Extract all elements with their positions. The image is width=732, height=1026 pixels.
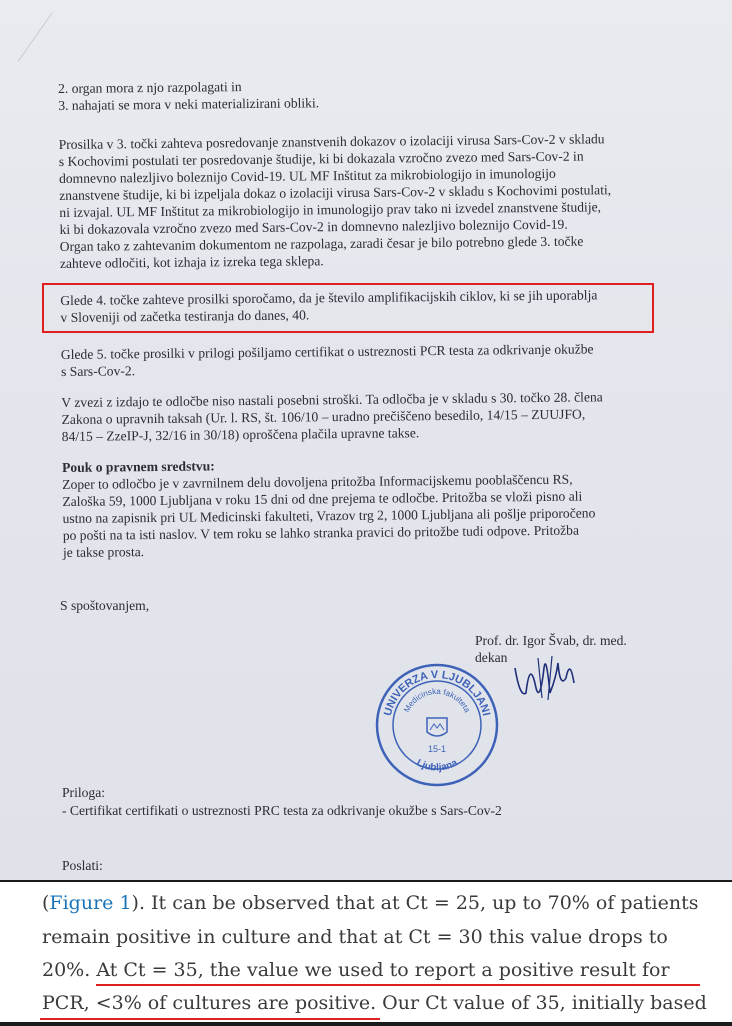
text-line: domnevno nalezljivo boleznijo Covid-19. UL MF Inštitut za mikrobiologijo in imunologijo — [58, 165, 556, 186]
paragraph-legal-remedy — [62, 453, 663, 561]
text-line: po pošti na ta isti naslov. V tem roku se lahko stranka pravici do pritožbe tudi odpove. Pritožba — [62, 522, 580, 543]
list-items — [58, 74, 658, 114]
paragraph-pcr-certificate — [61, 340, 661, 380]
excerpt-paren: ( — [42, 892, 50, 914]
legal-heading: Pouk o pravnem sredstvu: — [61, 458, 215, 475]
list-item: 3. nahajati se mora v neki materializirani obliki. — [58, 95, 320, 113]
closing-greeting: S spoštovanjem, — [60, 598, 150, 613]
paper-fold-mark — [0, 0, 53, 62]
text-line: Zakona o upravnih taksah (Ur. l. RS, št. 106/10 – uradno prečiščeno besedilo, 14/15 – ZUUJFO, — [61, 406, 586, 427]
signatory-name: Prof. dr. Igor Švab, dr. med. — [475, 633, 627, 648]
attachment-label: Priloga: — [62, 785, 106, 800]
text-line: Prosilka v 3. točki zahteva posredovanje znanstvenih dokazov o izolaciji virusa Sars-Cov-2 v skladu — [58, 131, 605, 152]
signatory-title: dekan — [475, 650, 508, 665]
text-line: Glede 5. točke prosilki v prilogi pošiljamo certifikat o ustreznosti PCR testa za odkrivanje okužbe — [60, 341, 594, 362]
article-excerpt — [0, 880, 732, 1026]
text-line: s Sars-Cov-2. — [60, 363, 136, 379]
paragraph-izolacija — [59, 130, 660, 272]
seal-number: 15-1 — [427, 744, 447, 754]
text-line: ustno na zapisnik pri UL Medicinski fakulteti, Vrazov trg 2, 1000 Ljubljana ali pošlje priporočeno — [62, 505, 596, 526]
excerpt-text: 20%. — [42, 959, 97, 981]
coat-of-arms-icon — [427, 718, 447, 736]
red-underline — [40, 1018, 380, 1020]
bottom-border — [0, 1022, 732, 1026]
excerpt-line-2: remain positive in culture and that at Ct = 30 this value drops to — [42, 926, 668, 948]
red-highlight-box — [42, 283, 654, 333]
figure-link[interactable]: Figure 1 — [49, 892, 132, 914]
seal-inner-text: Medicinska fakulteta — [402, 686, 472, 714]
send-label: Poslati: — [62, 858, 103, 873]
attachment-section — [62, 784, 502, 820]
handwritten-signature — [510, 648, 580, 708]
underlined-claim: PCR, <3% of cultures are positive. — [42, 992, 377, 1014]
seal-bottom-text: Ljubljana — [414, 757, 460, 774]
text-line: Glede 4. točke zahteve prosilki sporočamo, da je število amplifikacijskih ciklov, ki se jih uporablja — [60, 287, 598, 308]
paragraph-costs — [61, 388, 662, 445]
text-line: je takse prosta. — [62, 544, 145, 560]
text-line: ki bi dokazovala vzročno zvezo med Sars-Cov-2 in domnevno nalezljivo boleznijo Covid-19. — [59, 216, 568, 237]
text-line: Organ tako z zahtevanim dokumentom ne razpolaga, zaradi česar je bilo potrebno glede 3. točke — [59, 233, 584, 254]
text-line: 84/15 – ZzeIP-J, 32/16 in 30/18) oproščena plačila upravne takse. — [61, 425, 420, 444]
text-line: Zoper to odločbo je v zavrnilnem delu dovoljena pritožba Informacijskemu pooblaščencu RS, — [62, 471, 573, 492]
text-line: znanstvene študije, ki bi izpeljala dokaz o izolaciji virusa Sars-Cov-2 v skladu s Kochovimi postulati, — [59, 182, 612, 203]
excerpt-text: ). It can be observed that at Ct = 25, up to 70% of patients — [131, 892, 699, 914]
text-line: s Kochovimi postulati ter posredovanje študije, ki bi dokazala vzročno zvezo med Sars-Cov-2 in — [58, 148, 584, 169]
seal-outer-text: UNIVERZA V LJUBLJANI — [381, 668, 493, 718]
excerpt-line-3 — [42, 959, 670, 981]
text-line: zahteve odločiti, kot izhaja iz izreka tega sklepa. — [59, 253, 324, 271]
excerpt-line-4 — [42, 992, 707, 1014]
text-line: Zaloška 59, 1000 Ljubljana v roku 15 dni od dne prejema te odločbe. Pritožba se vloži pisno ali — [62, 488, 583, 509]
excerpt-text: Our Ct value of 35, initially based — [376, 992, 707, 1014]
text-line: v Sloveniji od začetka testiranja do danes, 40. — [60, 307, 310, 325]
underlined-claim: At Ct = 35, the value we used to report a positive result for — [96, 959, 670, 981]
list-item: 2. organ mora z njo razpolagati in — [58, 79, 242, 96]
red-underline — [96, 984, 700, 986]
excerpt-line-1 — [42, 892, 698, 914]
text-line: V zvezi z izdajo te odločbe niso nastali posebni stroški. Ta odločba je v skladu s 30. točko 28. člena — [61, 389, 603, 410]
text-line: ni izvajal. UL MF Inštitut za mikrobiologijo in imunologijo prav tako ni izvedel znanstvene študije, — [59, 199, 602, 220]
attachment-item: - Certifikat certifikati o ustreznosti PRC testa za odkrivanje okužbe s Sars-Cov-2 — [62, 803, 502, 818]
university-seal — [372, 660, 502, 790]
